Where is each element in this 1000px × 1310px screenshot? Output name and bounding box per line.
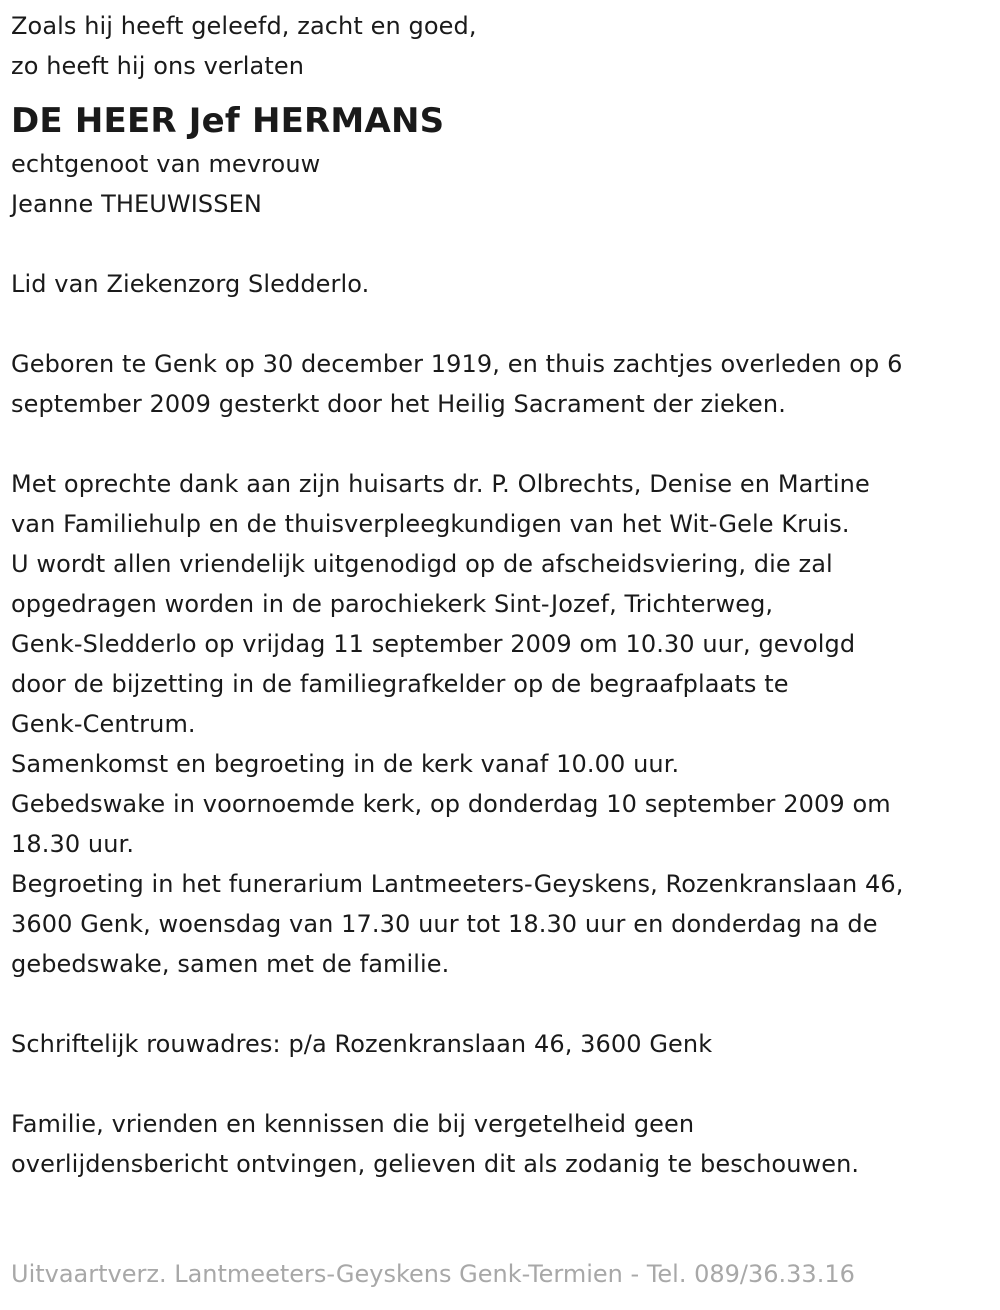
spouse-info <box>11 144 996 224</box>
paragraph-line: Genk-Centrum. <box>11 710 196 738</box>
paragraph-line: U wordt allen vriendelijk uitgenodigd op de afscheidsviering, die zal <box>11 550 833 578</box>
paragraph-line: overlijdensbericht ontvingen, gelieven dit als zodanig te beschouwen. <box>11 1150 860 1178</box>
paragraph-line: Met oprechte dank aan zijn huisarts dr. P. Olbrechts, Denise en Martine <box>11 470 870 498</box>
paragraph-line: september 2009 gesterkt door het Heilig Sacrament der zieken. <box>11 390 786 418</box>
spouse-line: echtgenoot van mevrouw <box>11 150 321 178</box>
quote-line: Zoals hij heeft geleefd, zacht en goed, <box>11 12 477 40</box>
paragraph-line: Geboren te Genk op 30 december 1919, en thuis zachtjes overleden op 6 <box>11 350 903 378</box>
mourning-address: Schriftelijk rouwadres: p/a Rozenkranslaan 46, 3600 Genk <box>11 1030 713 1058</box>
paragraph-line: van Familiehulp en de thuisverpleegkundigen van het Wit-Gele Kruis. <box>11 510 850 538</box>
spacer <box>11 224 996 264</box>
paragraph-line: Genk-Sledderlo op vrijdag 11 september 2009 om 10.30 uur, gevolgd <box>11 630 856 658</box>
paragraph-line: 18.30 uur. <box>11 830 135 858</box>
closing-paragraph <box>11 1104 996 1184</box>
membership-text: Lid van Ziekenzorg Sledderlo. <box>11 270 370 298</box>
spacer <box>11 1064 996 1104</box>
spacer <box>11 304 996 344</box>
paragraph-line: Gebedswake in voornoemde kerk, op donderdag 10 september 2009 om <box>11 790 891 818</box>
spouse-line: Jeanne THEUWISSEN <box>11 190 262 218</box>
obituary-notice <box>11 6 996 1184</box>
paragraph-line: Samenkomst en begroeting in de kerk vanaf 10.00 uur. <box>11 750 680 778</box>
paragraph-line: 3600 Genk, woensdag van 17.30 uur tot 18.30 uur en donderdag na de <box>11 910 878 938</box>
ceremony-paragraph <box>11 464 996 984</box>
paragraph-line: Familie, vrienden en kennissen die bij vergetelheid geen <box>11 1110 695 1138</box>
paragraph-line: gebedswake, samen met de familie. <box>11 950 450 978</box>
quote-line: zo heeft hij ons verlaten <box>11 52 305 80</box>
paragraph-line: opgedragen worden in de parochiekerk Sint-Jozef, Trichterweg, <box>11 590 774 618</box>
birth-death-paragraph <box>11 344 996 424</box>
opening-quote <box>11 6 996 86</box>
spacer <box>11 424 996 464</box>
spacer <box>11 984 996 1024</box>
paragraph-line: door de bijzetting in de familiegrafkelder op de begraafplaats te <box>11 670 789 698</box>
paragraph-line: Begroeting in het funerarium Lantmeeters-Geyskens, Rozenkranslaan 46, <box>11 870 904 898</box>
funeral-home-footer: Uitvaartverz. Lantmeeters-Geyskens Genk-Termien - Tel. 089/36.33.16 <box>11 1260 855 1288</box>
deceased-name: DE HEER Jef HERMANS <box>11 101 445 141</box>
